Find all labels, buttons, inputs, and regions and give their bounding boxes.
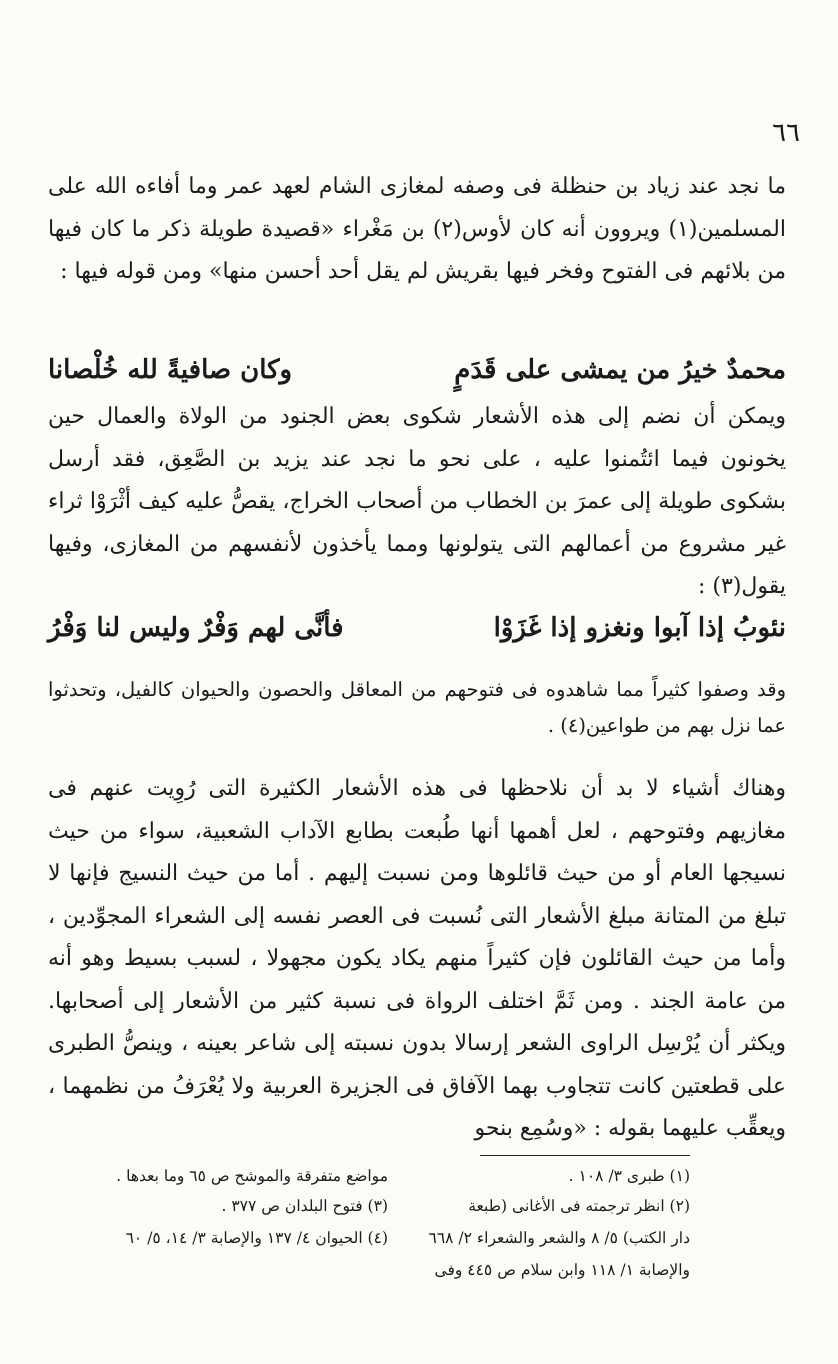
footnote-3: (٣) فتوح البلدان ص ٣٧٧ . bbox=[221, 1197, 388, 1215]
paragraph-2-text: ويمكن أن نضم إلى هذه الأشعار شكوى بعض الجنود من الولاة والعمال حين يخونون فيما ائتُمنوا عليه ، على نحو ما نجد عند يزيد بن الصَّعِق، فقد أرسل بشكوى طويلة إلى عمرَ بن الخطاب من أصحاب الخراج، يقصُّ عليه كيف أثْرَوْا ثراء غير مشروع من أعمالهم التى يتولونها ومما يأخذون لأنفسهم من المغازى، وفيها يقول(٣) : bbox=[48, 404, 786, 599]
footnote-4: (٤) الحيوان ٤/ ١٣٧ والإصابة ٣/ ١٤، ٥/ ٦٠ bbox=[125, 1229, 388, 1247]
footnote-2-line-3: والإصابة ١/ ١١٨ وابن سلام ص ٤٤٥ وفى bbox=[434, 1261, 690, 1279]
page-number: ٦٦ bbox=[772, 118, 800, 148]
paragraph-4-text: وهناك أشياء لا بد أن نلاحظها فى هذه الأشعار الكثيرة التى رُوِيت عنهم فى مغازيهم وفتوحهم ، لعل أهمها أنها طُبعت بطابع الآداب الشعبية، سواء من حيث نسيجها العام أو من حيث قائلوها ومن نسبت إليهم . أما من حيث النسيج فإنها لا تبلغ من المتانة مبلغ الأشعار التى نُسبت فى العصر نفسه إلى الشعراء المجوِّدين ، وأما من حيث القائلون فإن كثيراً منهم يكاد يكون مجهولا ، لسبب بسيط وهو أنه من عامة الجند . ومن ثَمَّ اختلف الرواة فى نسبة كثير من الأشعار إلى أصحابها. ويكثر أن يُرْسِل الراوى الشعر إرسالا بدون نسبته إلى شاعر بعينه ، وينصُّ الطبرى على قطعتين كانت تتجاوب بهما الآفاق فى الجزيرة العربية ولا يُعْرَفُ من نظمهما ، ويعقِّب عليهما بقوله : «وسُمِع بنحو bbox=[48, 776, 786, 1141]
footnote-continuation: مواضع متفرقة والموشح ص ٦٥ وما بعدها . bbox=[116, 1167, 388, 1185]
paragraph-4 bbox=[48, 768, 786, 1151]
paragraph-1-text: ما نجد عند زياد بن حنظلة فى وصفه لمغازى الشام لعهد عمر وما أفاءه الله على المسلمين(١) ويروون أنه كان لأوس(٢) بن مَغْراء «قصيدة طويلة ذكر ما كان فيها من بلائهم فى الفتوح وفخر فيها بقريش لم يقل أحد أحسن منها» ومن قوله فيها : bbox=[48, 174, 786, 284]
paragraph-2 bbox=[48, 396, 786, 609]
footnote-separator bbox=[480, 1155, 690, 1156]
paragraph-1 bbox=[48, 166, 786, 294]
verse-2 bbox=[48, 613, 786, 655]
footnote-2-line-2: دار الكتب) ٥/ ٨ والشعر والشعراء ٢/ ٦٦٨ bbox=[428, 1229, 690, 1247]
footnote-2: (٢) انظر ترجمته فى الأغانى (طبعة bbox=[468, 1197, 690, 1215]
verse-2-second-hemistich: فأنَّى لهم وَفْرٌ وليس لنا وَفْرُ bbox=[48, 613, 344, 643]
paragraph-3 bbox=[48, 672, 786, 744]
verse-1-first-hemistich: محمدٌ خيرُ من يمشى على قَدَمٍ bbox=[454, 355, 786, 385]
paragraph-3-text: وقد وصفوا كثيراً مما شاهدوه فى فتوحهم من المعاقل والحصون والحيوان كالفيل، وتحدثوا عما نزل بهم من طواعين(٤) . bbox=[48, 678, 786, 737]
verse-1 bbox=[48, 355, 786, 397]
footnote-1: (١) طبرى ٣/ ١٠٨ . bbox=[568, 1167, 690, 1185]
verse-2-first-hemistich: نئوبُ إذا آبوا ونغزو إذا غَزَوْا bbox=[493, 613, 786, 643]
verse-1-second-hemistich: وكان صافيةً لله خُلْصانا bbox=[48, 355, 293, 385]
